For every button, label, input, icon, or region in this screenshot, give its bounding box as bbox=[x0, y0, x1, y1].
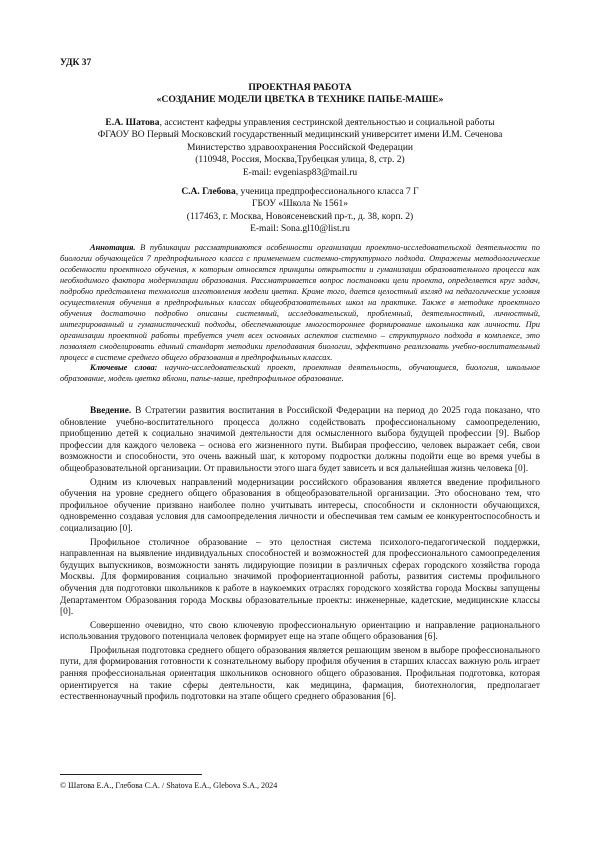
author-1-role: , ассистент кафедры управления сестринской деятельностью и социальной работы bbox=[159, 118, 495, 128]
author-2-address: (117463, г. Москва, Новоясеневский пр-т., д. 38, корп. 2) bbox=[186, 211, 414, 222]
copyright-footnote: © Шатова Е.А., Глебова С.А. / Shatova E.A., Glebova S.A., 2024 bbox=[60, 781, 278, 790]
title-line-1: ПРОЕКТНАЯ РАБОТА bbox=[248, 82, 352, 93]
title-line-2: «СОЗДАНИЕ МОДЕЛИ ЦВЕТКА В ТЕХНИКЕ ПАПЬЕ-МАШЕ» bbox=[156, 94, 444, 105]
intro-label: Введение. bbox=[90, 406, 132, 416]
body-paragraph-2: Одним из ключевых направлений модернизации российского образования является введение профильного обучения на уровне среднего общего образования в общеобразовательной организации. Это обосновано тем, что профильное обучение призвано наиболее полно учитывать интересы, способности и склонности обучающихся, одновременно создавая условия для самоопределения личности и обеспечивая тем самым ее конкурентоспособность и социализацию [0]. bbox=[60, 477, 540, 534]
abstract-text: В публикации рассматриваются особенности организации проектно-исследовательской деятельности по биологии обучающейся 7 предпрофильного класса с применением системно-структурного подхода. Отражены методологические особенности проектного обучения, к которым относятся принципы открытости и гуманизации образовательного процесса как необходимого фактора модернизации образования. Рассматривается вопрос постановки цели проекта, определяется круг задач, подробно представлена технология изготовления модели цветка. Кроме того, дается целостный взгляд на педагогические условия осуществления обучения в предпрофильных классах общеобразовательных школ на практике. Также в методике проектного обучения достаточно подробно описаны системный, исследовательский, проблемный, деятельностный, личностный, интегрированный и гуманистический подходы, обеспечивающие многостороннее формирование школьника как личности. При организации проектной работы требуется учет всех основных аспектов системно – структурного подхода в комплексе, это позволяет смоделировать единый стандарт методики преподавания биологии, эффективно реализовать учебно-воспитательный процесс в системе среднего общего образования в предпрофильных классах. bbox=[60, 243, 540, 362]
author-2-line bbox=[60, 186, 540, 198]
author-2-block bbox=[60, 186, 540, 236]
author-2-role: , ученица предпрофессионального класса 7 Г bbox=[235, 187, 419, 197]
author-2-school: ГБОУ «Школа № 1561» bbox=[252, 199, 348, 210]
author-1-block bbox=[60, 117, 540, 179]
body-paragraph-4: Совершенно очевидно, что свою ключевую профессиональную ориентацию и направление рационального использования трудового потенциала человек формирует еще на этапе общего образования [6]. bbox=[60, 620, 540, 643]
body-paragraph-3: Профильное столичное образование – это целостная система психолого-педагогической поддержки, направленная на выявление индивидуальных способностей и возможностей для профессионального самоопределения будущих выпускников, возможности занять лидирующие позиции в различных сферах городского хозяйства города Москвы. Для формирования социально значимой профориентационной работы, развития системы профильного обучения для подготовки школьников к работе в наукоемких отраслях городского хозяйства города Москвы запущены Департаментом Образования города Москвы образовательные проекты: инженерные, кадетские, медицинские классы [0]. bbox=[60, 537, 540, 618]
keywords-text: научно-исследовательский проект, проектная деятельность, обучающиеся, биология, школьное образование, модель цветка яблони, папье-маше, предпрофильное образование. bbox=[60, 363, 541, 384]
author-2-name: С.А. Глебова bbox=[181, 187, 236, 197]
author-1-line bbox=[60, 117, 540, 129]
author-1-email: E-mail: evgeniasp83@mail.ru bbox=[242, 167, 358, 178]
article-title bbox=[60, 82, 540, 106]
footnote-rule bbox=[60, 774, 202, 775]
abstract-label: Аннотация. bbox=[90, 243, 136, 252]
body-paragraph-1 bbox=[60, 406, 540, 476]
author-1-ministry: Министерство здравоохранения Российской Федерации bbox=[186, 142, 413, 153]
udk-code: УДК 37 bbox=[60, 58, 92, 68]
author-2-email: E-mail: Sona.gl10@list.ru bbox=[250, 224, 350, 235]
body-paragraph-1-text: В Стратегии развития воспитания в Российской Федерации на период до 2025 года показано, что обновление учебно-воспитательного процесса должно содействовать профессиональному самоопределению, приобщению детей к социально значимой деятельности для осмысленного выбора будущей профессии [9]. Выбор профессии для каждого человека – основа его жизненного пути. Выбирая профессию, человек выражает себя, свои возможности и способности, это очень важный шаг, к которому подростки должны подойти еще во время учебы в общеобразовательной организации. От правильности этого шага будет зависеть и вся дальнейшая жизнь человека [0]. bbox=[60, 406, 540, 474]
body-paragraph-5: Профильная подготовка среднего общего образования является решающим звеном в выборе профессионального пути, для формирования готовности к сознательному выбору профиля обучения в старших классах важную роль играет ранняя профессиональная ориентация школьников основного общего образования. Профильная подготовка, которая ориентируется на такие сферы деятельности, как медицина, фармация, биотехнология, предполагает естественнонаучный профиль подготовки на этапе общего среднего образования [6]. bbox=[60, 645, 540, 703]
keywords-paragraph bbox=[60, 363, 540, 385]
keywords-label: Ключевые слова: bbox=[90, 363, 158, 373]
author-1-address: (110948, Россия, Москва,Трубецкая улица, 8, стр. 2) bbox=[195, 155, 405, 166]
author-1-name: Е.А. Шатова bbox=[105, 118, 160, 128]
abstract bbox=[60, 243, 540, 385]
author-1-org: ФГАОУ ВО Первый Московский государственный медицинский университет имени И.М. Сеченова bbox=[97, 130, 503, 141]
article-body bbox=[60, 406, 540, 706]
abstract-paragraph bbox=[60, 243, 540, 363]
